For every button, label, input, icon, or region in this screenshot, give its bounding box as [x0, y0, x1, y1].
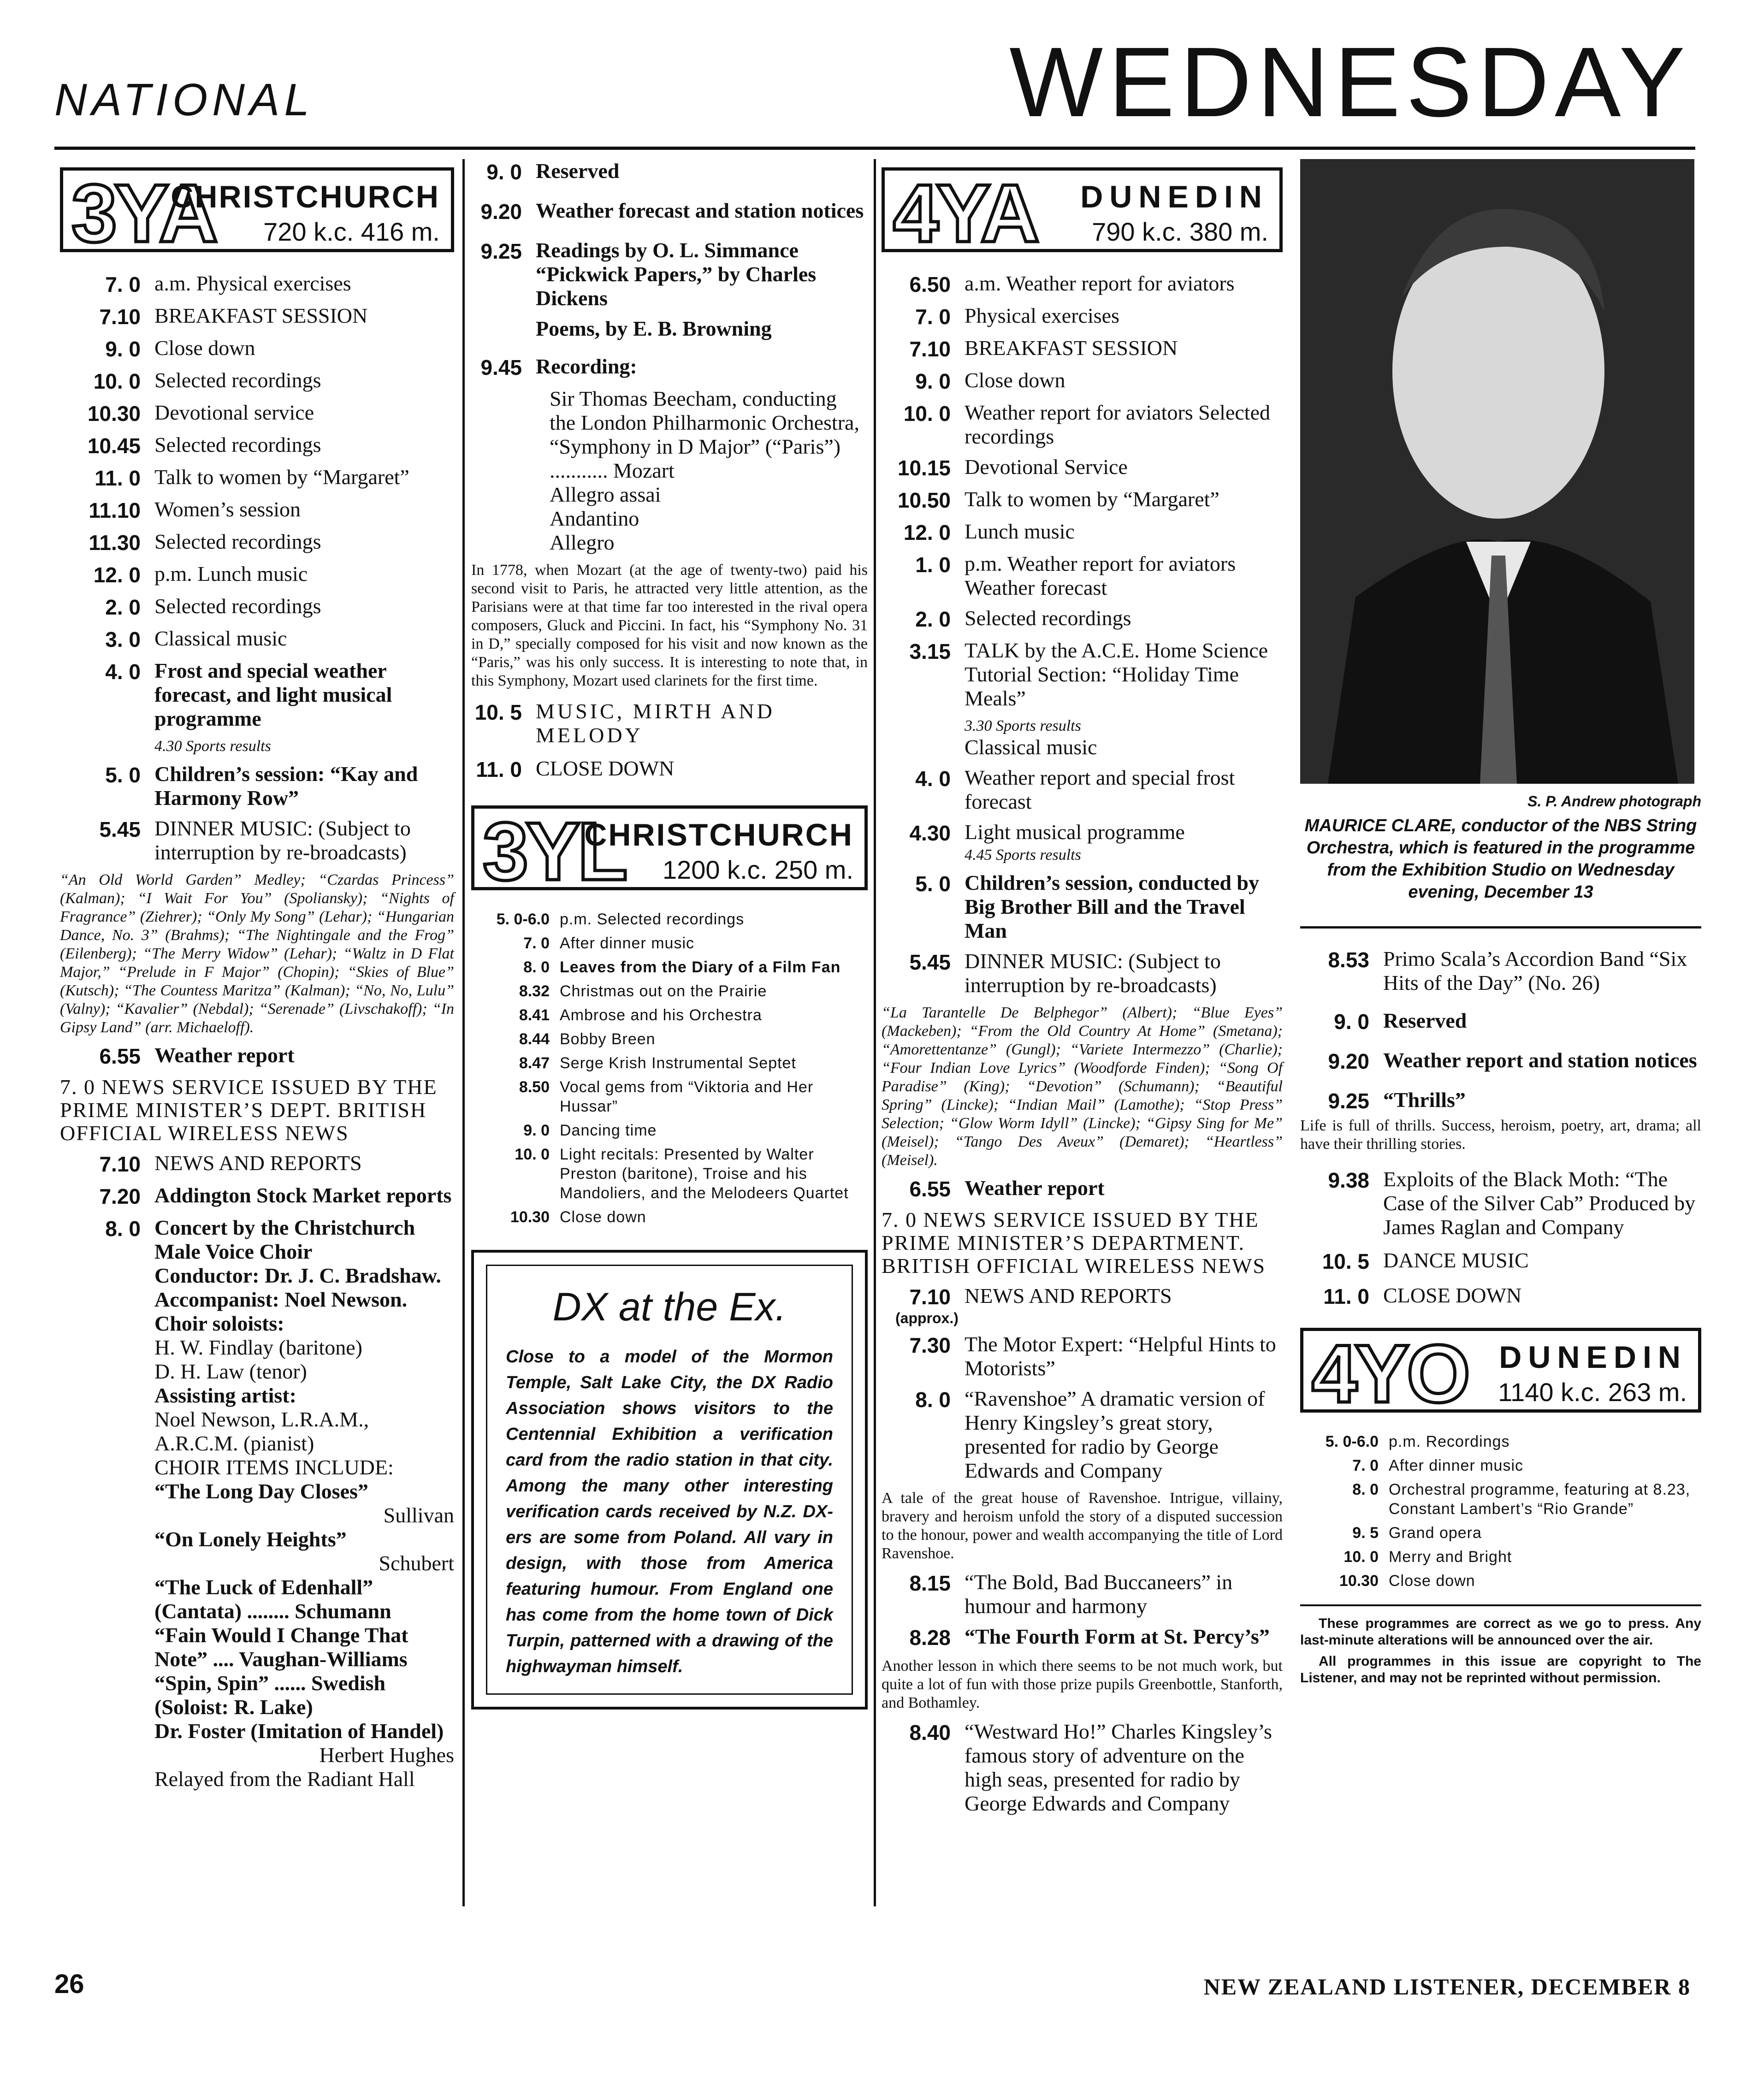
list-item: 10.45 Selected recordings [87, 433, 321, 458]
list-item: 5. 0-6.0 p.m. Selected recordings [496, 911, 745, 928]
list-item: 9. 0 Reserved [1334, 1009, 1467, 1034]
list-item: 4.30 Light musical programme [909, 820, 1185, 845]
portrait-image [1300, 159, 1694, 784]
column-2 [471, 159, 868, 1710]
list-item: 8.50 Vocal gems from “Viktoria and Her Hussar” [519, 1078, 814, 1115]
list-item: 7.10 BREAKFAST SESSION [99, 304, 368, 329]
list-item: 9.25 Readings by O. L. Simmance “Pickwick Papers,” by Charles Dickens [480, 238, 817, 310]
list-item: 9.45 Recording: [480, 355, 637, 379]
sports-note: 4.30 Sports results [154, 738, 271, 755]
city-3yl: CHRISTCHURCH [584, 817, 853, 852]
list-item: 8. 0 Leaves from the Diary of a Film Fan [523, 958, 841, 976]
column-divider [462, 159, 465, 1906]
page-number: 26 [54, 1969, 84, 1999]
ravenshoe-note: A tale of the great house of Ravenshoe. Intrigue, villainy, bravery and heroism unfold the story of a disputed succession to the honour, power and wealth accompanying the title of Lord Ravenshoe. [882, 1490, 1283, 1562]
freq-3ya: 720 k.c. 416 m. [263, 217, 440, 246]
schedule-3ya [60, 272, 454, 1791]
list-item: 5. 0 Children’s session, conducted by Big Brother Bill and the Travel Man [915, 871, 1260, 942]
news-service: 7. 0 NEWS SERVICE ISSUED BY THE PRIME MINISTER’S DEPARTMENT. BRITISH OFFICIAL WIRELESS NEWS [882, 1208, 1266, 1278]
list-item: 11.10 Women’s session [89, 497, 301, 522]
list-item: Poems, by E. B. Browning [536, 317, 772, 340]
list-item: 10. 0 Selected recordings [93, 368, 321, 393]
list-item: 9. 0 Close down [915, 368, 1065, 393]
list-item: 7. 0 After dinner music [1352, 1457, 1523, 1474]
city-3ya: CHRISTCHURCH [171, 179, 440, 214]
thrills-note: Life is full of thrills. Success, heroism, poetry, art, drama; all have their thrilling stories. [1300, 1117, 1701, 1153]
list-item: 8.41 Ambrose and his Orchestra [519, 1006, 762, 1024]
dx-feature-box [471, 1250, 868, 1710]
column-divider [874, 159, 876, 1906]
list-item: 10.50 Talk to women by “Margaret” [897, 487, 1219, 512]
list-item: 8. 0 Orchestral programme, featuring at 8.23, Constant Lambert’s “Rio Grande” [1352, 1481, 1691, 1518]
divider [1300, 926, 1701, 929]
list-item: 9.20 Weather report and station notices [1328, 1048, 1697, 1073]
section-label: NATIONAL [54, 74, 314, 125]
list-item: 11. 0 CLOSE DOWN [1323, 1284, 1522, 1308]
list-item: 9. 5 Grand opera [1352, 1524, 1482, 1542]
list-item: 3. 0 Classical music [105, 627, 287, 651]
concert-item: 8. 0 Concert by the Christchurch Male Voice Choir Conductor: Dr. J. C. Bradshaw. Accompanist: Noel Newson. Choir soloists: H. W. Findlay (baritone) D. H. Law (tenor) Assisting artist: Noel Newson, L.R.A.M., A.R.C.M. (pianist) CHOIR ITEMS INCLUDE: “The Long Day Closes” Sullivan “On Lonely Heights” Schubert “The Luck of Edenhall” (Cantata) ........ Schumann “Fain Would I Change That Note” .... Vaughan-Williams “Spin, Spin” ...... Swedish (Soloist: R. Lake) Dr. Foster (Imitation of Handel) Herbert Hughes Relayed from the Radiant Hall [105, 1216, 454, 1791]
list-item: 9.20 Weather forecast and station notices [480, 199, 864, 224]
dinner-music-list: “La Tarantelle De Belphegor” (Albert); “Blue Eyes” (Mackeben); “From the Old Country At Home” (Smetana); “Amorettentanze” (Gungl); “Variete Intermezzo” (Charlie); “Four Indian Love Lyrics” (Woodforde Finden); “Song Of Paradise” (King); “Devotion” (Schumann); “Beautiful Spring” (Lincke); “Indian Mail” (Lamothe); “Stop Press” Selection; “Glow Worm Idyll” (Lincke); “Gipsy Sing for Me” (Meisel); “Tango Des Aveux” (Demaret); “Heartless” (Meisel). [882, 1004, 1283, 1169]
list-item: 2. 0 Selected recordings [915, 606, 1131, 631]
dx-title: DX at the Ex. [552, 1285, 787, 1329]
list-item: 11. 0 CLOSE DOWN [476, 757, 675, 781]
station-box-4yo [1300, 1328, 1701, 1420]
freq-3yl: 1200 k.c. 250 m. [662, 855, 853, 884]
list-item: 7. 0 After dinner music [523, 935, 694, 952]
list-item: 1. 0 p.m. Weather report for aviators Weather forecast [915, 552, 1236, 599]
column-4ya [882, 159, 1283, 1822]
list-item: 12. 0 Lunch music [903, 520, 1075, 544]
list-item: 5. 0-6.0 p.m. Recordings [1325, 1433, 1510, 1450]
list-item: 6.55 Weather report [99, 1043, 295, 1068]
column-4 [1300, 159, 1701, 1691]
top-rule [54, 147, 1695, 150]
list-item: 10. 5 MUSIC, MIRTH AND MELODY [474, 699, 775, 747]
classical-music: Classical music [965, 735, 1097, 759]
list-item: 3.15 TALK by the A.C.E. Home Science Tutorial Section: “Holiday Time Meals” [909, 639, 1268, 710]
sports-note: 3.30 Sports results [965, 717, 1081, 734]
list-item: 9.25 “Thrills” [1328, 1088, 1466, 1113]
list-item: 9.38 Exploits of the Black Moth: “The Case of the Silver Cab” Produced by James Raglan and Company [1328, 1167, 1696, 1239]
sports-note: 4.45 Sports results [965, 846, 1081, 864]
list-item: 11. 0 Talk to women by “Margaret” [95, 465, 409, 490]
list-item: 5.45 DINNER MUSIC: (Subject to interruption by re-broadcasts) [909, 949, 1221, 997]
list-item: 8.15 “The Bold, Bad Buccaneers” in humour and harmony [909, 1570, 1233, 1618]
list-item: 9. 0 Close down [105, 336, 255, 361]
list-item: 2. 0 Selected recordings [105, 594, 321, 619]
mozart-note: In 1778, when Mozart (at the age of twenty-two) paid his second visit to Paris, he attracted very little attention, as the Parisians were at that time far too interested in the rival opera composers, Gluck and Piccini. In fact, his “Symphony No. 31 in D,” specially composed for his visit and now known as the “Paris,” was his only success. It is interesting to note that, in this Symphony, Mozart used clarinets for the first time. [471, 562, 868, 689]
schedule-4yo [1300, 1432, 1701, 1591]
publication-line: NEW ZEALAND LISTENER, DECEMBER 8 [1203, 1974, 1691, 1999]
list-item: 9. 0 Dancing time [523, 1122, 657, 1139]
list-item: 10. 5 DANCE MUSIC [1322, 1248, 1529, 1273]
news-service: 7. 0 NEWS SERVICE ISSUED BY THE PRIME MINISTER’S DEPT. BRITISH OFFICIAL WIRELESS NEWS [60, 1075, 438, 1145]
list-item: 7. 0 a.m. Physical exercises [105, 272, 351, 296]
list-item: 8.47 Serge Krish Instrumental Septet [519, 1054, 796, 1072]
recording-details: Sir Thomas Beecham, conducting the London Philharmonic Orchestra, “Symphony in D Major” (“Paris”) ........... Mozart Allegro assai Andantino Allegro [550, 387, 859, 554]
photo-caption: MAURICE CLARE, conductor of the NBS String Orchestra, which is featured in the programme from the Exhibition Studio on Wednesday evening, December 13 [1304, 816, 1697, 902]
callsign-3yl: 3YL [483, 805, 625, 897]
list-item: 12. 0 p.m. Lunch music [93, 562, 308, 587]
list-item: 8.32 Christmas out on the Prairie [519, 982, 767, 1000]
column-3ya [60, 159, 454, 1798]
disclaimer: These programmes are correct as we go to press. Any last-minute alterations will be announced over the air. [1300, 1616, 1701, 1648]
station-box-3yl [471, 805, 868, 897]
list-item: 8.53 Primo Scala’s Accordion Band “Six Hits of the Day” (No. 26) [1328, 947, 1687, 994]
city-4yo: DUNEDIN [1499, 1340, 1687, 1375]
schedule-3yl [471, 910, 868, 1227]
divider [1300, 1604, 1701, 1606]
fourth-form-note: Another lesson in which there seems to be not much work, but quite a lot of fun with those prize pupils Greenbottle, Stanforth, and Bothamley. [882, 1657, 1283, 1711]
list-item: 10.30 Close down [1339, 1572, 1475, 1590]
list-item: 8.28 “The Fourth Form at St. Percy’s” [909, 1625, 1270, 1650]
callsign-4ya: 4YA [893, 167, 1037, 259]
callsign-4yo: 4YO [1312, 1328, 1468, 1420]
day-title: WEDNESDAY [1009, 26, 1691, 137]
list-item: 7.10 NEWS AND REPORTS [909, 1284, 1172, 1309]
list-item: 4. 0 Frost and special weather forecast, and light musical programme [105, 659, 392, 730]
portrait-photo [1300, 159, 1694, 784]
list-item: 10. 0 Light recitals: Presented by Walter Preston (baritone), Troise and his Mandoliers, and the Melodeers Quartet [515, 1146, 849, 1202]
list-item: 11.30 Selected recordings [89, 530, 321, 555]
list-item: 8.44 Bobby Breen [519, 1030, 656, 1048]
list-item: 4. 0 Weather report and special frost forecast [915, 766, 1235, 813]
photo-credit: S. P. Andrew photograph [1527, 793, 1701, 810]
list-item: 6.55 Weather report [909, 1176, 1105, 1201]
list-item: 10.15 Devotional Service [897, 455, 1128, 480]
list-item: 10.30 Close down [510, 1208, 646, 1226]
list-item: 6.50 a.m. Weather report for aviators [909, 272, 1235, 296]
list-item: 8. 0 “Ravenshoe” A dramatic version of Henry Kingsley’s great story, presented for radio by George Edwards and Company [915, 1387, 1265, 1482]
callsign-3ya: 3YA [71, 167, 215, 259]
freq-4yo: 1140 k.c. 263 m. [1498, 1378, 1687, 1407]
dx-body: Close to a model of the Mormon Temple, Salt Lake City, the DX Radio Association shows visitors to the Centennial Exhibition a verification card from the radio station in that city. Among the many other interesting verification cards received by N.Z. DX-ers are some from Poland. All vary in design, with those from America featuring humour. From England one has come from the home town of Dick Turpin, patterned with a drawing of the highwayman himself. [506, 1347, 833, 1676]
list-item: 7.30 The Motor Expert: “Helpful Hints to Motorists” [909, 1332, 1276, 1380]
approx-note: (approx.) [895, 1310, 959, 1326]
list-item: 5. 0 Children’s session: “Kay and Harmony Row” [105, 762, 418, 810]
freq-4ya: 790 k.c. 380 m. [1092, 217, 1268, 246]
list-item: 7. 0 Physical exercises [915, 304, 1119, 329]
list-item: 5.45 DINNER MUSIC: (Subject to interruption by re-broadcasts) [99, 816, 411, 864]
city-4ya: DUNEDIN [1080, 179, 1268, 214]
list-item: 7.20 Addington Stock Market reports [99, 1183, 452, 1208]
station-box-4ya [882, 167, 1283, 259]
list-item: 8.40 “Westward Ho!” Charles Kingsley’s famous story of adventure on the high seas, presented for radio by George Edwards and Company [909, 1720, 1272, 1815]
dinner-music-list: “An Old World Garden” Medley; “Czardas Princess” (Kalman); “I Wait For You” (Spoliansky); “Nights of Fragrance” (Ziehrer); “Only My Song” (Lehar); “Hungarian Dance, No. 3” (Brahms); “The Nightingale and the Frog” (Eilenberg); “The Merry Widow” (Lehar); “Waltz in D Flat Major,” “Prelude in F Major” (Chopin); “Skies of Blue” (Kutsch); “The Countess Maritza” (Kalman); “No, No, Lulu” (Valny); “Kavalier” (Nebdal); “Serenade” (Livschakoff); “In Gipsy Land” (arr. Michaeloff). [60, 871, 454, 1036]
schedule-4ya [882, 272, 1283, 1816]
list-item: 10. 0 Weather report for aviators Selected recordings [903, 401, 1270, 448]
list-item: 7.10 NEWS AND REPORTS [99, 1151, 362, 1176]
list-item: 9. 0 Reserved [486, 159, 620, 184]
list-item: 10. 0 Merry and Bright [1344, 1548, 1512, 1566]
copyright-note: All programmes in this issue are copyright to The Listener, and may not be reprinted without permission. [1300, 1654, 1701, 1686]
list-item: 7.10 BREAKFAST SESSION [909, 336, 1178, 361]
list-item: 10.30 Devotional service [87, 401, 314, 426]
station-box-3ya [60, 167, 454, 259]
